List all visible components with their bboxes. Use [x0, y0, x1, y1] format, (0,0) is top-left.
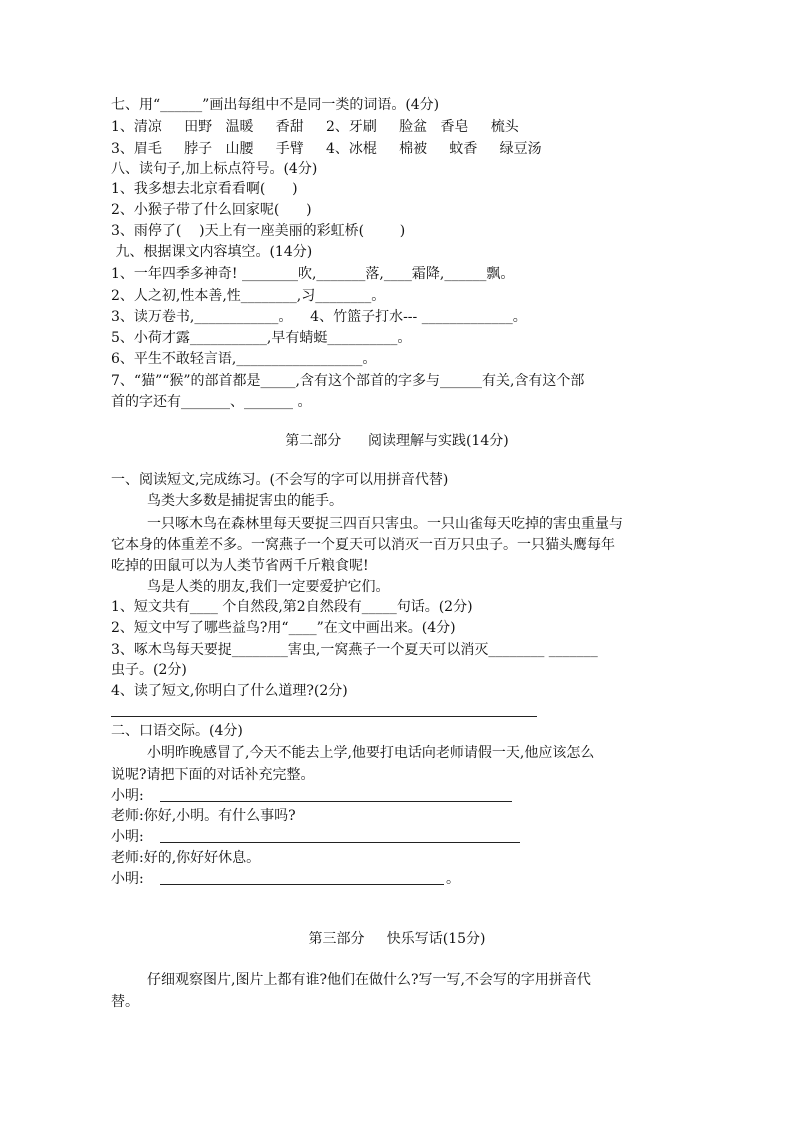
- answer-line-q4[interactable]: [111, 716, 537, 717]
- reading-question-1: 1、短文共有____ 个自然段,第2自然段有_____句话。(2分): [111, 599, 473, 615]
- q9-line-4: 5、小荷才露___________,早有蜻蜓__________。: [111, 330, 412, 346]
- reading-para-2a: 一只啄木鸟在森林里每天要捉三四百只害虫。一只山雀每天吃掉的害虫重量与: [147, 516, 623, 532]
- reading-question-2: 2、短文中写了哪些益鸟?用“____”在文中画出来。(4分): [111, 620, 456, 636]
- q7-title: 七、用“______”画出每组中不是同一类的词语。(4分): [111, 97, 440, 113]
- oral-title: 二、口语交际。(4分): [111, 723, 243, 739]
- q7-row-1: 1、清凉 田野 温暖 香甜 2、牙刷 脸盆 香皂 梳头: [111, 119, 519, 135]
- q9-title: 九、根据课文内容填空。(14分): [111, 244, 313, 260]
- answer-line-dialogue-5[interactable]: [160, 884, 444, 885]
- dialogue-line-4: 老师:好的,你好好休息。: [111, 850, 261, 866]
- reading-title: 一、阅读短文,完成练习。(不会写的字可以用拼音代替): [111, 472, 449, 488]
- reading-para-2c: 吃掉的田鼠可以为人类节省两千斤粮食呢!: [111, 558, 369, 574]
- q8-sentence-3: 3、雨停了( )天上有一座美丽的彩虹桥( ): [111, 223, 406, 239]
- reading-para-2b: 它本身的体重差不多。一窝燕子一个夏天可以消灭一百万只虫子。一只猫头鹰每年: [111, 537, 615, 553]
- q8-sentence-2: 2、小猴子带了什么回家呢( ): [111, 202, 312, 218]
- dialogue-line-5-end: 。: [446, 871, 460, 887]
- q7-row-2: 3、眉毛 脖子 山腰 手臂 4、冰棍 棉被 蚊香 绿豆汤: [111, 141, 542, 157]
- q8-sentence-1: 1、我多想去北京看看啊( ): [111, 181, 298, 197]
- writing-prompt-b: 替。: [111, 994, 139, 1010]
- reading-para-3: 鸟是人类的朋友,我们一定要爱护它们。: [147, 579, 390, 595]
- reading-question-3a: 3、啄木鸟每天要捉________害虫,一窝燕子一个夏天可以消灭________ _______: [111, 642, 598, 658]
- writing-prompt-a: 仔细观察图片,图片上都有谁?他们在做什么?写一写,不会写的字用拼音代: [147, 972, 591, 988]
- reading-question-4: 4、读了短文,你明白了什么道理?(2分): [111, 683, 348, 699]
- q9-line-5: 6、平生不敢轻言语,__________________。: [111, 351, 377, 367]
- dialogue-line-3: 小明:: [111, 829, 144, 845]
- part3-heading: 第三部分 快乐写话(15分): [308, 931, 486, 947]
- q8-title: 八、读句子,加上标点符号。(4分): [111, 161, 318, 177]
- answer-line-dialogue-3[interactable]: [160, 842, 520, 843]
- oral-intro-b: 说呢?请把下面的对话补充完整。: [111, 767, 315, 783]
- dialogue-line-2: 老师:你好,小明。有什么事吗?: [111, 808, 296, 824]
- q9-line-6a: 7、“猫”“猴”的部首都是_____,含有这个部首的字多与______有关,含有这个部: [111, 373, 585, 389]
- answer-line-dialogue-1[interactable]: [160, 801, 512, 802]
- oral-intro-a: 小明昨晚感冒了,今天不能去上学,他要打电话向老师请假一天,他应该怎么: [147, 745, 595, 761]
- dialogue-line-5: 小明:: [111, 871, 144, 887]
- part2-heading: 第二部分 阅读理解与实践(14分): [285, 433, 509, 449]
- q9-line-3: 3、读万卷书,____________。 4、竹篮子打水--- _____________。: [111, 309, 527, 325]
- q9-line-2: 2、人之初,性本善,性________,习________。: [111, 288, 386, 304]
- dialogue-line-1: 小明:: [111, 788, 144, 804]
- q9-line-1: 1、一年四季多神奇! ________吹,_______落,____霜降,______飘。: [111, 266, 515, 282]
- q9-line-6b: 首的字还有_______、_______ 。: [111, 394, 312, 410]
- reading-question-3b: 虫子。(2分): [111, 662, 187, 678]
- reading-para-1: 鸟类大多数是捕捉害虫的能手。: [147, 493, 343, 509]
